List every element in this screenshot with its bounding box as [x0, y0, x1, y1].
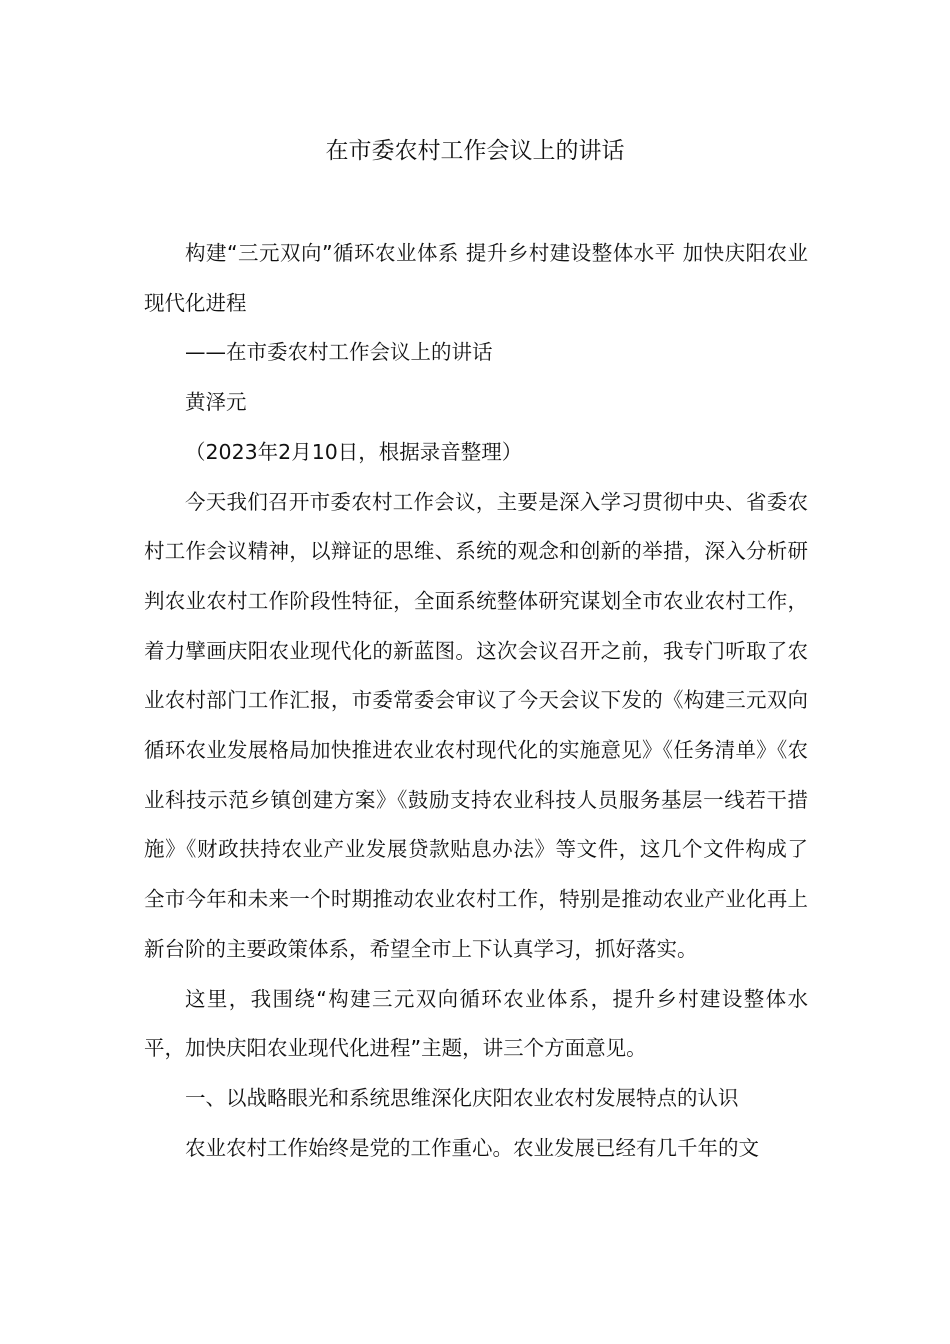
speaker-name: 黄泽元: [185, 390, 247, 415]
body-paragraph-section-one: 农业农村工作始终是党的工作重心。农业发展已经有几千年的文: [185, 1135, 759, 1160]
section-heading-one: 一、以战略眼光和系统思维深化庆阳农业农村发展特点的认识: [185, 1085, 739, 1110]
speech-subtitle: ——在市委农村工作会议上的讲话: [185, 340, 493, 365]
speech-date-note: （2023年2月10日，根据录音整理）: [185, 439, 523, 464]
document-title: 在市委农村工作会议上的讲话: [325, 138, 625, 164]
body-paragraph-intro: 今天我们召开市委农村工作会议，主要是深入学习贯彻中央、省委农村工作会议精神，以辩证的思维、系统的观念和创新的举措，深入分析研判农业农村工作阶段性特征，全面系统整体研究谋划全市农业农村工作，着力擘画庆阳农业现代化的新蓝图。这次会议召开之前，我专门听取了农业农村部门工作汇报，市委常委会审议了今天会议下发的《构建三元双向循环农业发展格局加快推进农业农村现代化的实施意见》《任务清单》《农业科技示范乡镇创建方案》《鼓励支持农业科技人员服务基层一线若干措施》《财政扶持农业产业发展贷款贴息办法》等文件，这几个文件构成了全市今年和未来一个时期推动农业农村工作，特别是推动农业产业化再上新台阶的主要政策体系，希望全市上下认真学习，抓好落实。: [144, 489, 808, 961]
document-body: [144, 229, 808, 1173]
body-paragraph-theme: 这里，我围绕“构建三元双向循环农业体系，提升乡村建设整体水平，加快庆阳农业现代化进程”主题，讲三个方面意见。: [144, 986, 808, 1061]
speech-headline: 构建“三元双向”循环农业体系 提升乡村建设整体水平 加快庆阳农业现代化进程: [144, 241, 808, 315]
